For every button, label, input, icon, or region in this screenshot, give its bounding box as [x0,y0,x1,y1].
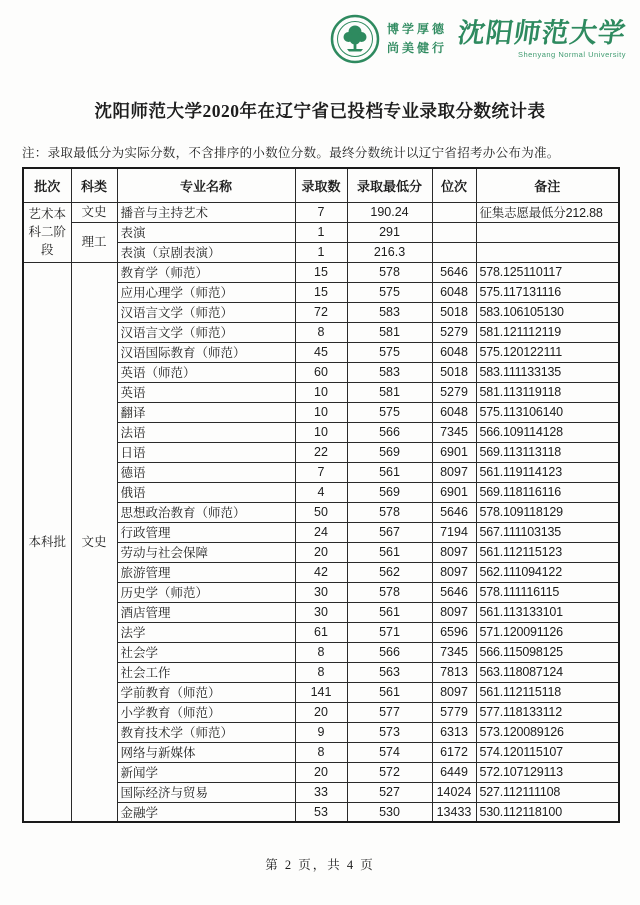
min-score-cell: 561 [347,462,432,482]
rank-cell: 6901 [432,442,476,462]
min-score-cell: 581 [347,322,432,342]
min-score-cell: 578 [347,502,432,522]
remark-cell [476,222,619,242]
remark-cell: 561.112115123 [476,542,619,562]
major-cell: 网络与新媒体 [117,742,295,762]
remark-cell: 573.120089126 [476,722,619,742]
count-cell: 8 [295,662,347,682]
header-rank: 位次 [432,168,476,202]
major-cell: 思想政治教育（师范） [117,502,295,522]
remark-cell: 571.120091126 [476,622,619,642]
min-score-cell: 575 [347,402,432,422]
min-score-cell: 216.3 [347,242,432,262]
remark-cell: 578.111116115 [476,582,619,602]
count-cell: 30 [295,582,347,602]
remark-cell: 583.106105130 [476,302,619,322]
count-cell: 61 [295,622,347,642]
header-category: 科类 [71,168,117,202]
min-score-cell: 291 [347,222,432,242]
min-score-cell: 567 [347,522,432,542]
rank-cell: 13433 [432,802,476,822]
header-count: 录取数 [295,168,347,202]
major-cell: 日语 [117,442,295,462]
university-logo [330,14,629,64]
major-cell: 翻译 [117,402,295,422]
rank-cell: 8097 [432,462,476,482]
major-cell: 学前教育（师范） [117,682,295,702]
remark-cell: 530.112118100 [476,802,619,822]
count-cell: 60 [295,362,347,382]
rank-cell: 8097 [432,542,476,562]
min-score-cell: 575 [347,342,432,362]
count-cell: 10 [295,422,347,442]
header-major: 专业名称 [117,168,295,202]
remark-cell [476,242,619,262]
remark-cell: 572.107129113 [476,762,619,782]
remark-cell: 561.119114123 [476,462,619,482]
count-cell: 10 [295,382,347,402]
major-cell: 行政管理 [117,522,295,542]
university-emblem-icon [330,14,380,64]
min-score-cell: 583 [347,302,432,322]
count-cell: 9 [295,722,347,742]
min-score-cell: 573 [347,722,432,742]
min-score-cell: 566 [347,642,432,662]
remark-cell: 561.113133101 [476,602,619,622]
min-score-cell: 563 [347,662,432,682]
rank-cell: 7345 [432,422,476,442]
min-score-cell: 578 [347,262,432,282]
rank-cell: 14024 [432,782,476,802]
min-score-cell: 561 [347,542,432,562]
major-cell: 应用心理学（师范） [117,282,295,302]
count-cell: 30 [295,602,347,622]
major-cell: 酒店管理 [117,602,295,622]
motto-line-2: 尚美健行 [386,41,447,55]
min-score-cell: 561 [347,602,432,622]
count-cell: 50 [295,502,347,522]
min-score-cell: 569 [347,482,432,502]
university-name-cn: 沈阳师范大学 [455,17,629,48]
count-cell: 4 [295,482,347,502]
count-cell: 8 [295,322,347,342]
major-cell: 汉语言文学（师范） [117,322,295,342]
rank-cell: 6596 [432,622,476,642]
table-row [23,262,619,282]
min-score-cell: 574 [347,742,432,762]
header-remark: 备注 [476,168,619,202]
remark-cell: 527.112111108 [476,782,619,802]
min-score-cell: 571 [347,622,432,642]
major-cell: 表演（京剧表演） [117,242,295,262]
category-cell: 理工 [71,222,117,262]
min-score-cell: 578 [347,582,432,602]
major-cell: 教育技术学（师范） [117,722,295,742]
count-cell: 7 [295,462,347,482]
page-title: 沈阳师范大学2020年在辽宁省已投档专业录取分数统计表 [94,101,546,121]
score-table-body [23,202,619,822]
score-table [22,167,620,823]
count-cell: 24 [295,522,347,542]
rank-cell: 7813 [432,662,476,682]
rank-cell: 6172 [432,742,476,762]
rank-cell: 5646 [432,582,476,602]
remark-cell: 575.120122111 [476,342,619,362]
remark-cell: 569.118116116 [476,482,619,502]
table-row [23,202,619,222]
remark-cell: 575.113106140 [476,402,619,422]
count-cell: 8 [295,642,347,662]
min-score-cell: 572 [347,762,432,782]
major-cell: 社会学 [117,642,295,662]
rank-cell: 7194 [432,522,476,542]
major-cell: 金融学 [117,802,295,822]
count-cell: 20 [295,762,347,782]
major-cell: 国际经济与贸易 [117,782,295,802]
min-score-cell: 577 [347,702,432,722]
rank-cell: 8097 [432,682,476,702]
major-cell: 劳动与社会保障 [117,542,295,562]
major-cell: 法语 [117,422,295,442]
motto-line-1: 博学厚德 [386,22,447,37]
batch-cell: 艺术本科二阶段 [23,202,71,262]
rank-cell: 6449 [432,762,476,782]
min-score-cell: 190.24 [347,202,432,222]
min-score-cell: 566 [347,422,432,442]
rank-cell: 5279 [432,322,476,342]
header-batch: 批次 [23,168,71,202]
count-cell: 15 [295,282,347,302]
remark-cell: 569.113113118 [476,442,619,462]
count-cell: 53 [295,802,347,822]
count-cell: 7 [295,202,347,222]
min-score-cell: 562 [347,562,432,582]
rank-cell: 5646 [432,502,476,522]
remark-cell: 566.109114128 [476,422,619,442]
rank-cell: 5646 [432,262,476,282]
min-score-cell: 561 [347,682,432,702]
university-name-en: Shenyang Normal University [517,49,626,59]
major-cell: 英语（师范） [117,362,295,382]
remark-cell: 574.120115107 [476,742,619,762]
count-cell: 1 [295,242,347,262]
rank-cell [432,222,476,242]
rank-cell: 6313 [432,722,476,742]
category-cell: 文史 [71,262,117,822]
score-note: 注：录取最低分为实际分数，不含排序的小数位分数。最终分数统计以辽宁省招考办公布为准。 [22,146,560,160]
remark-cell: 578.109118129 [476,502,619,522]
category-cell: 文史 [71,202,117,222]
major-cell: 教育学（师范） [117,262,295,282]
count-cell: 72 [295,302,347,322]
major-cell: 播音与主持艺术 [117,202,295,222]
rank-cell: 6048 [432,342,476,362]
rank-cell: 6048 [432,402,476,422]
major-cell: 旅游管理 [117,562,295,582]
major-cell: 英语 [117,382,295,402]
min-score-cell: 583 [347,362,432,382]
major-cell: 历史学（师范） [117,582,295,602]
major-cell: 表演 [117,222,295,242]
major-cell: 汉语言文学（师范） [117,302,295,322]
major-cell: 新闻学 [117,762,295,782]
rank-cell: 6901 [432,482,476,502]
count-cell: 20 [295,702,347,722]
remark-cell: 581.121112119 [476,322,619,342]
remark-cell: 581.113119118 [476,382,619,402]
count-cell: 22 [295,442,347,462]
table-row [23,222,619,242]
major-cell: 小学教育（师范） [117,702,295,722]
count-cell: 15 [295,262,347,282]
rank-cell: 8097 [432,562,476,582]
remark-cell: 578.125110117 [476,262,619,282]
remark-cell: 575.117131116 [476,282,619,302]
min-score-cell: 530 [347,802,432,822]
remark-cell: 563.118087124 [476,662,619,682]
major-cell: 法学 [117,622,295,642]
major-cell: 俄语 [117,482,295,502]
major-cell: 社会工作 [117,662,295,682]
count-cell: 10 [295,402,347,422]
min-score-cell: 575 [347,282,432,302]
remark-cell: 566.115098125 [476,642,619,662]
university-motto [387,20,447,57]
major-cell: 汉语国际教育（师范） [117,342,295,362]
min-score-cell: 527 [347,782,432,802]
table-header-row [23,168,619,202]
remark-cell: 征集志愿最低分212.88 [476,202,619,222]
rank-cell: 5018 [432,302,476,322]
rank-cell: 6048 [432,282,476,302]
rank-cell [432,202,476,222]
remark-cell: 583.111133135 [476,362,619,382]
page-number: 第 2 页，共 4 页 [265,858,375,872]
count-cell: 20 [295,542,347,562]
remark-cell: 561.112115118 [476,682,619,702]
count-cell: 8 [295,742,347,762]
rank-cell: 7345 [432,642,476,662]
min-score-cell: 569 [347,442,432,462]
header-min-score: 录取最低分 [347,168,432,202]
rank-cell: 8097 [432,602,476,622]
rank-cell: 5279 [432,382,476,402]
remark-cell: 562.111094122 [476,562,619,582]
batch-cell: 本科批 [23,262,71,822]
rank-cell [432,242,476,262]
count-cell: 45 [295,342,347,362]
count-cell: 42 [295,562,347,582]
rank-cell: 5018 [432,362,476,382]
count-cell: 1 [295,222,347,242]
remark-cell: 567.111103135 [476,522,619,542]
count-cell: 141 [295,682,347,702]
count-cell: 33 [295,782,347,802]
major-cell: 德语 [117,462,295,482]
remark-cell: 577.118133112 [476,702,619,722]
min-score-cell: 581 [347,382,432,402]
rank-cell: 5779 [432,702,476,722]
university-name-block [455,17,629,59]
